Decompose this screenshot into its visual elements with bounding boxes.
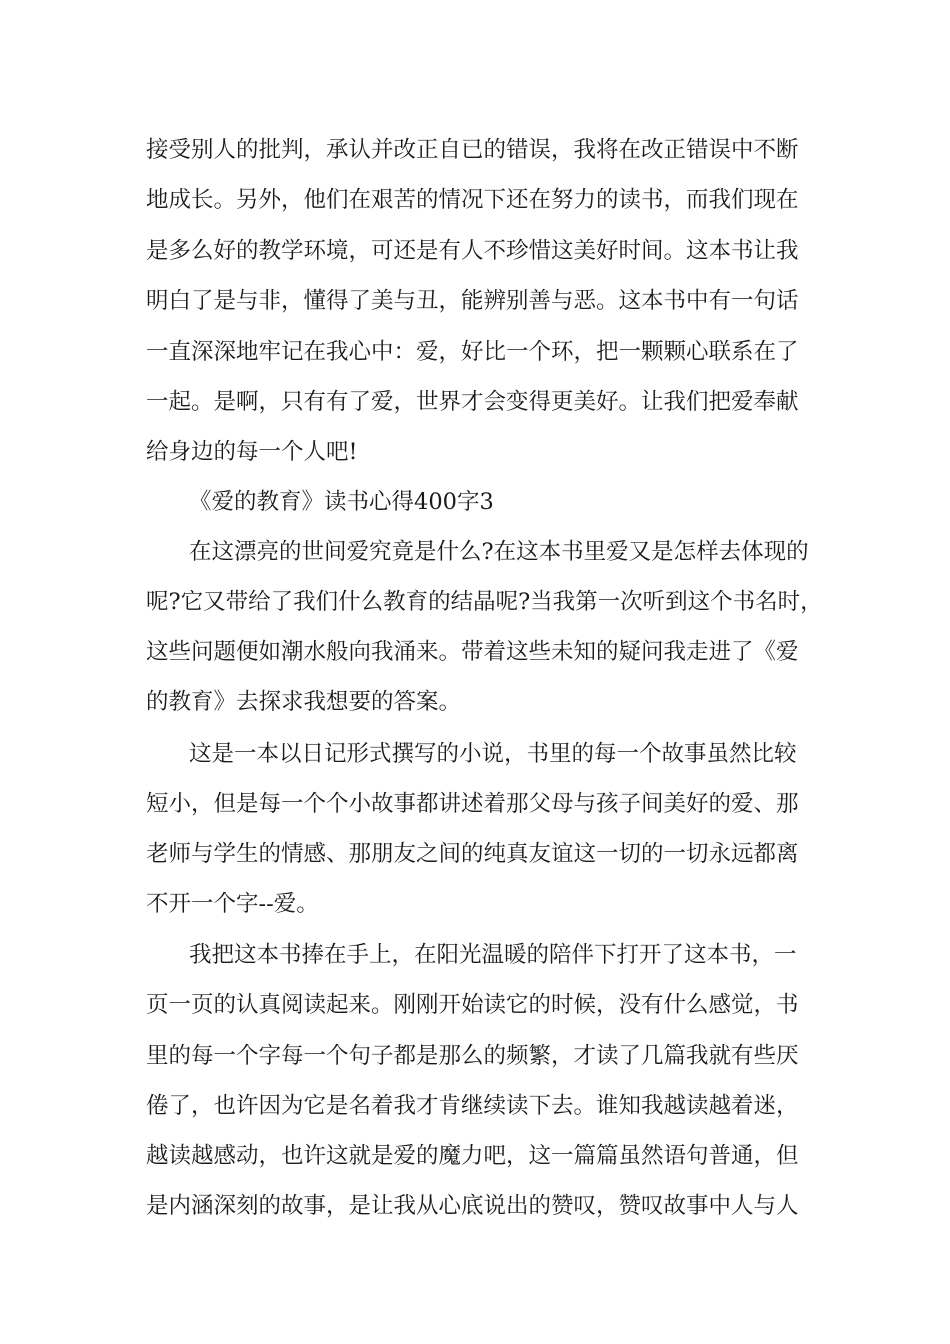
section-heading: 《爱的教育》读书心得400字3 [189, 489, 494, 515]
text-line: 地成长。另外，他们在艰苦的情况下还在努力的读书，而我们现在 [146, 187, 799, 213]
text-line: 这些问题便如潮水般向我涌来。带着这些未知的疑问我走进了《爱 [146, 639, 799, 665]
text-line: 明白了是与非，懂得了美与丑，能辨别善与恶。这本书中有一句话 [146, 288, 799, 314]
text-line: 里的每一个字每一个句子都是那么的频繁，才读了几篇我就有些厌 [146, 1043, 799, 1069]
text-line: 这是一本以日记形式撰写的小说，书里的每一个故事虽然比较 [189, 741, 797, 767]
text-line: 不开一个字--爱。 [146, 891, 319, 917]
text-line: 老师与学生的情感、那朋友之间的纯真友谊这一切的一切永远都离 [146, 841, 799, 867]
text-line: 是多么好的教学环境，可还是有人不珍惜这美好时间。这本书让我 [146, 238, 799, 264]
text-line: 呢?它又带给了我们什么教育的结晶呢?当我第一次听到这个书名时， [146, 589, 823, 615]
text-line: 给身边的每一个人吧! [146, 439, 358, 465]
text-line: 的教育》去探求我想要的答案。 [146, 689, 462, 715]
text-line: 页一页的认真阅读起来。刚刚开始读它的时候，没有什么感觉，书 [146, 992, 799, 1018]
text-line: 是内涵深刻的故事，是让我从心底说出的赞叹，赞叹故事中人与人 [146, 1193, 799, 1219]
text-line: 短小，但是每一个个小故事都讲述着那父母与孩子间美好的爱、那 [146, 791, 799, 817]
text-line: 一直深深地牢记在我心中：爱，好比一个环，把一颗颗心联系在了 [146, 339, 799, 365]
text-line: 一起。是啊，只有有了爱，世界才会变得更美好。让我们把爱奉献 [146, 389, 799, 415]
text-line: 接受别人的批判，承认并改正自已的错误，我将在改正错误中不断 [146, 137, 799, 163]
text-line: 越读越感动，也许这就是爱的魔力吧，这一篇篇虽然语句普通，但 [146, 1143, 799, 1169]
text-line: 我把这本书捧在手上，在阳光温暖的陪伴下打开了这本书，一 [189, 942, 797, 968]
text-line: 在这漂亮的世间爱究竟是什么?在这本书里爱又是怎样去体现的 [189, 539, 809, 565]
text-line: 倦了，也许因为它是名着我才肯继续读下去。谁知我越读越着迷， [146, 1093, 799, 1119]
